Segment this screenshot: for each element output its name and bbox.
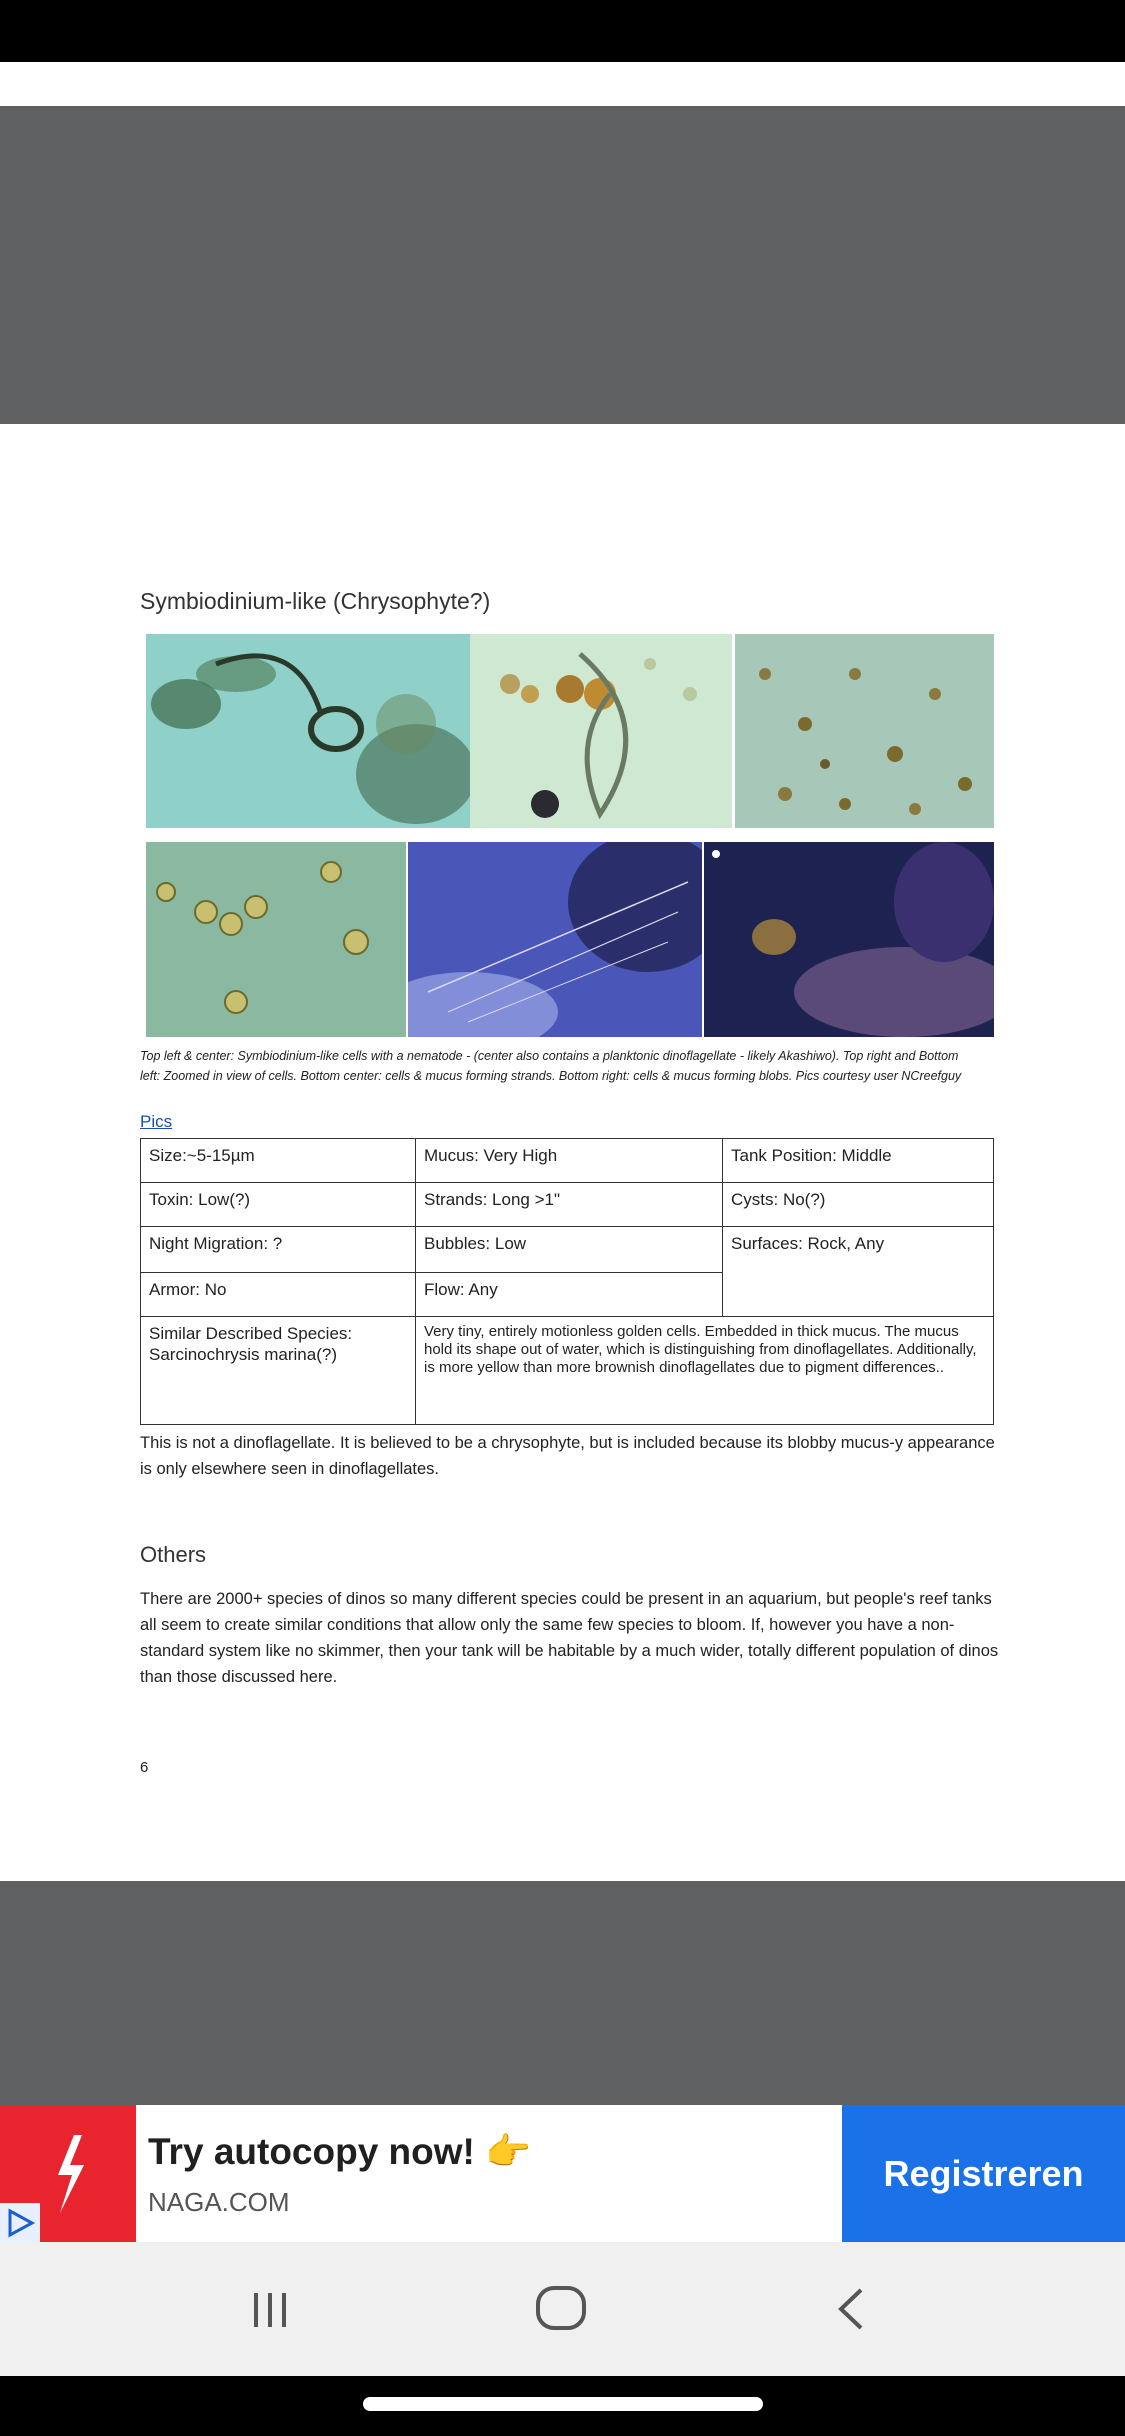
recent-apps-icon[interactable] bbox=[225, 2264, 315, 2354]
photo-top-center bbox=[470, 634, 732, 828]
photo-caption: Top left & center: Symbiodinium-like cells with a nematode - (center also contains a planktonic dinoflagellate - likely Akashiwo). Top right and Bottom left: Zoomed in view of cells. Bottom center: cells & mucus forming strands. Bottom right: cells & mucus forming blobs. Pics courtesy user NCreefguy bbox=[140, 1049, 962, 1083]
ad-source: NAGA.COM bbox=[148, 2187, 290, 2217]
table-cell: Mucus: Very High bbox=[416, 1139, 723, 1183]
photo-bottom-left bbox=[146, 842, 406, 1037]
table-cell: Strands: Long >1" bbox=[416, 1183, 723, 1227]
ad-choices-icon[interactable] bbox=[0, 2203, 40, 2242]
section-title: Symbiodinium-like (Chrysophyte?) bbox=[140, 588, 491, 614]
ad-title: Try autocopy now! 👉 bbox=[148, 2131, 532, 2172]
table-cell: Cysts: No(?) bbox=[723, 1183, 994, 1227]
table-cell: Night Migration: ? bbox=[141, 1227, 416, 1273]
table-cell: Surfaces: Rock, Any bbox=[723, 1227, 994, 1317]
system-nav-bar bbox=[0, 2242, 1125, 2376]
table-row bbox=[141, 1227, 994, 1273]
table-cell: Toxin: Low(?) bbox=[141, 1183, 416, 1227]
back-icon[interactable] bbox=[806, 2264, 896, 2354]
viewer-gray-margin-top bbox=[0, 106, 1125, 424]
chrysophyte-note: This is not a dinoflagellate. It is believed to be a chrysophyte, but is included because its blobby mucus-y appearance is only elsewhere seen in dinoflagellates. bbox=[140, 1434, 995, 1478]
table-row bbox=[141, 1317, 994, 1425]
table-cell: Armor: No bbox=[141, 1273, 416, 1317]
table-cell: Bubbles: Low bbox=[416, 1227, 723, 1273]
ad-banner[interactable] bbox=[0, 2105, 1125, 2242]
home-icon[interactable] bbox=[517, 2264, 607, 2354]
table-row bbox=[141, 1139, 994, 1183]
table-cell: Size:~5-15µm bbox=[141, 1139, 416, 1183]
pointing-hand-icon: 👉 bbox=[485, 2131, 532, 2172]
register-button[interactable]: Registreren bbox=[842, 2105, 1125, 2242]
status-bar bbox=[0, 0, 1125, 62]
others-heading: Others bbox=[140, 1542, 207, 1567]
table-cell-description: Very tiny, entirely motionless golden cells. Embedded in thick mucus. The mucus hold its shape out of water, which is distinguishing from dinoflagellates. Additionally, is more yellow than more brownish dinoflagellates due to pigment differences.. bbox=[416, 1317, 994, 1425]
photo-top-right bbox=[735, 634, 994, 828]
table-cell-similar-species: Similar Described Species: Sarcinochrysis marina(?) bbox=[141, 1317, 416, 1425]
document-page[interactable] bbox=[0, 424, 1125, 1881]
others-paragraph: There are 2000+ species of dinos so many different species could be present in an aquarium, but people's reef tanks all seem to create similar conditions that allow only the same few species to bloom. If, however you have a non-standard system like no skimmer, then your tank will be habitable by a much wider, totally different population of dinos than those discussed here. bbox=[140, 1590, 999, 1686]
photo-bottom-center bbox=[408, 842, 702, 1037]
table-cell: Tank Position: Middle bbox=[723, 1139, 994, 1183]
pics-link[interactable]: Pics bbox=[140, 1112, 173, 1131]
species-info-table bbox=[140, 1138, 994, 1425]
viewer-gray-margin-bottom bbox=[0, 1881, 1125, 2105]
table-row bbox=[141, 1183, 994, 1227]
home-indicator[interactable] bbox=[363, 2397, 763, 2411]
page-number: 6 bbox=[140, 1759, 149, 1776]
viewer-top-strip bbox=[0, 62, 1125, 106]
photo-top-left bbox=[146, 634, 470, 828]
table-cell: Flow: Any bbox=[416, 1273, 723, 1317]
photo-bottom-right bbox=[704, 842, 994, 1037]
